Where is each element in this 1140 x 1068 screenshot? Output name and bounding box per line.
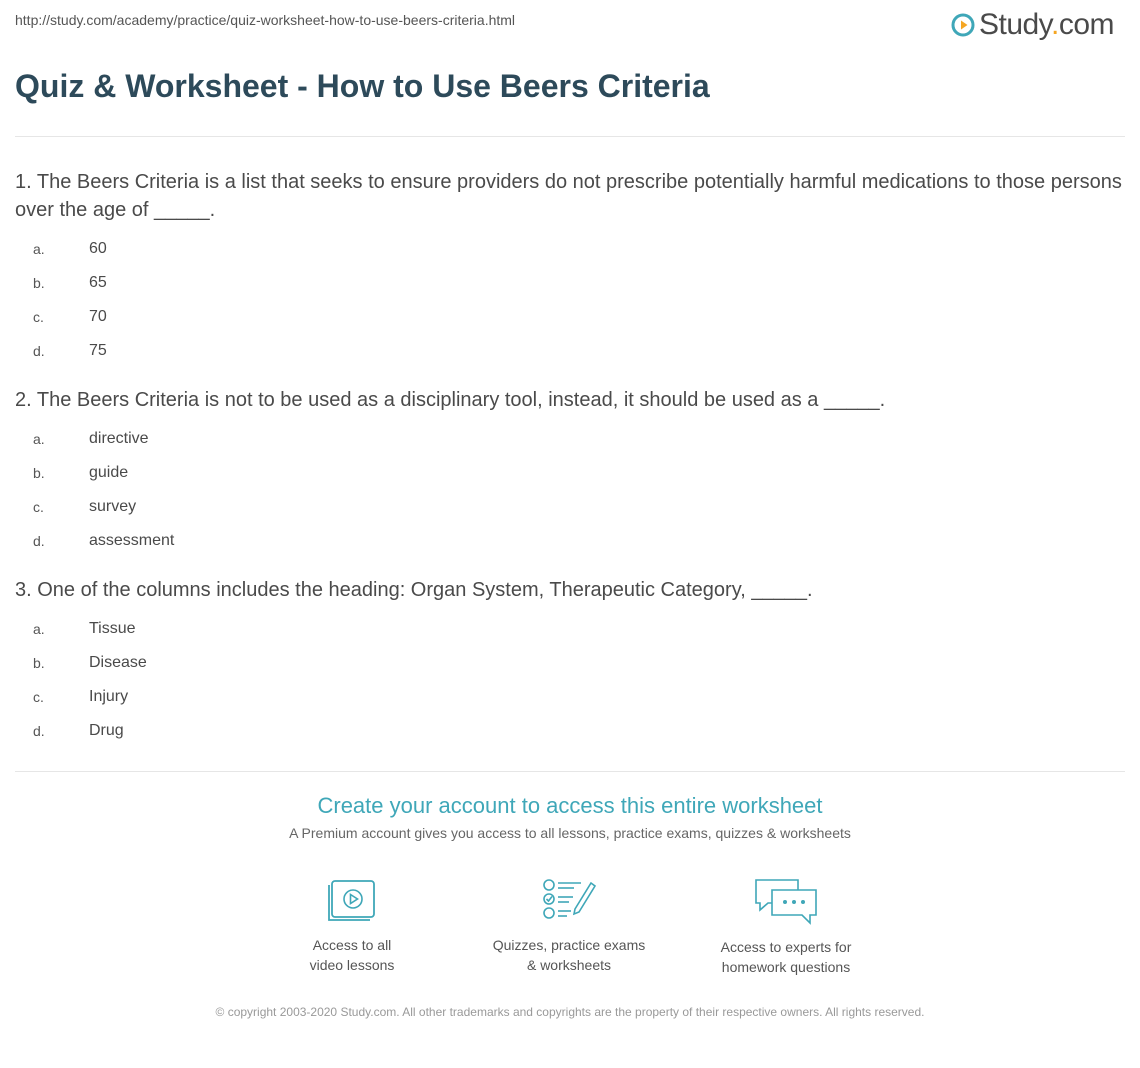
feature-line-2: video lessons	[309, 957, 395, 973]
divider	[15, 771, 1125, 772]
divider	[15, 136, 1125, 137]
answer-option	[15, 422, 1125, 456]
question-text: 2. The Beers Criteria is not to be used as a disciplinary tool, instead, it should be used as a _____.	[15, 389, 886, 411]
quiz-questions	[15, 168, 1125, 766]
quiz-checklist-icon	[541, 877, 597, 923]
answer-option	[15, 266, 1125, 300]
feature-quizzes	[469, 877, 669, 975]
answer-option	[15, 456, 1125, 490]
question-1	[15, 168, 1125, 368]
option-value: 75	[89, 342, 107, 359]
answer-option	[15, 232, 1125, 266]
option-value: assessment	[89, 532, 175, 549]
feature-video-lessons	[252, 877, 452, 975]
video-lesson-icon	[326, 877, 378, 923]
option-value: directive	[89, 430, 149, 447]
option-letter: c.	[33, 309, 44, 325]
play-circle-icon	[951, 13, 975, 37]
option-letter: d.	[33, 723, 45, 739]
feature-line-2: & worksheets	[526, 957, 612, 973]
cta-subtitle: A Premium account gives you access to all lessons, practice exams, quizzes & worksheets	[289, 825, 851, 841]
copyright-footer: © copyright 2003-2020 Study.com. All other trademarks and copyrights are the property of their respective owners. All rights reserved.	[215, 1005, 925, 1019]
answer-option	[15, 334, 1125, 368]
option-letter: c.	[33, 499, 44, 515]
answer-option	[15, 680, 1125, 714]
option-value: 70	[89, 308, 107, 325]
page-url: http://study.com/academy/practice/quiz-worksheet-how-to-use-beers-criteria.html	[15, 12, 516, 28]
option-letter: c.	[33, 689, 44, 705]
option-value: 60	[89, 240, 107, 257]
signup-cta	[0, 793, 1140, 841]
option-value: Tissue	[89, 620, 136, 637]
question-3	[15, 576, 1125, 748]
answer-option	[15, 490, 1125, 524]
answer-option	[15, 524, 1125, 558]
feature-line-1: Access to experts for	[720, 939, 852, 955]
answer-option	[15, 612, 1125, 646]
feature-line-1: Access to all	[312, 937, 392, 953]
option-value: survey	[89, 498, 137, 515]
question-2	[15, 386, 1125, 558]
option-letter: d.	[33, 533, 45, 549]
question-text: 1. The Beers Criteria is a list that seeks to ensure providers do not prescribe potentially harmful medications to those persons over the age of _____.	[15, 171, 1122, 221]
answer-option	[15, 646, 1125, 680]
cta-link[interactable]: Create your account to access this entire worksheet	[317, 793, 823, 818]
page-title: Quiz & Worksheet - How to Use Beers Criteria	[15, 68, 710, 104]
option-value: Injury	[89, 688, 129, 705]
option-letter: d.	[33, 343, 45, 359]
feature-experts	[686, 877, 886, 977]
option-letter: a.	[33, 621, 45, 637]
feature-line-1: Quizzes, practice exams	[492, 937, 646, 953]
option-value: Drug	[89, 722, 124, 739]
feature-line-2: homework questions	[721, 959, 851, 975]
option-letter: b.	[33, 465, 45, 481]
option-value: guide	[89, 464, 129, 481]
option-value: Disease	[89, 654, 147, 671]
answer-option	[15, 300, 1125, 334]
option-value: 65	[89, 274, 107, 291]
option-letter: b.	[33, 655, 45, 671]
chat-bubbles-icon	[754, 877, 818, 925]
option-letter: a.	[33, 431, 45, 447]
logo-text: Study.com	[978, 8, 1114, 41]
option-letter: a.	[33, 241, 45, 257]
answer-option	[15, 714, 1125, 748]
question-text: 3. One of the columns includes the heading: Organ System, Therapeutic Category, _____.	[15, 579, 813, 601]
option-letter: b.	[33, 275, 45, 291]
study-logo[interactable]	[951, 8, 1114, 42]
